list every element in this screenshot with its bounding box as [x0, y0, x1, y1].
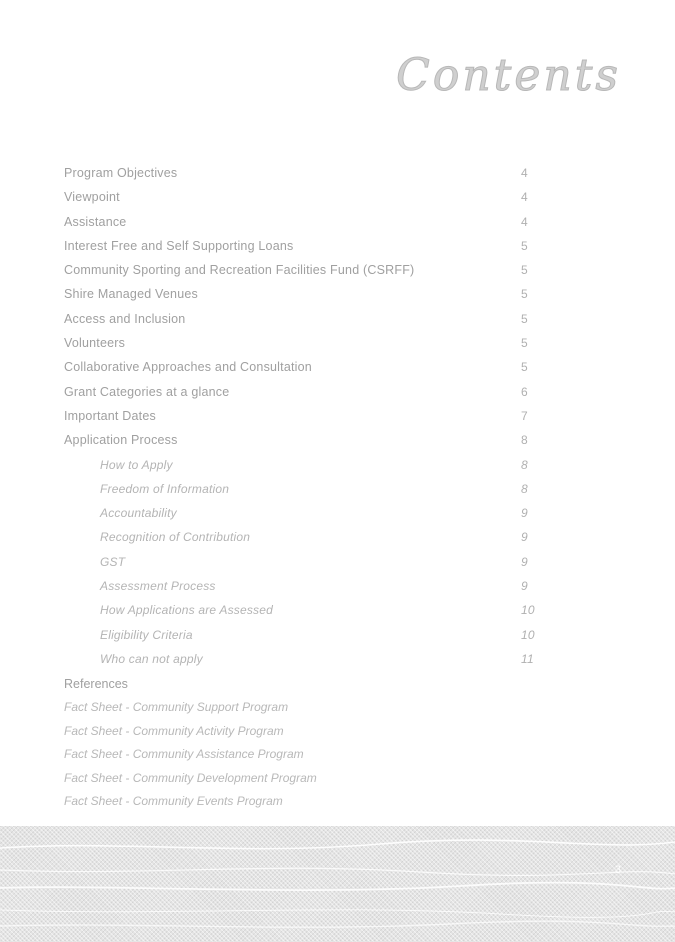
- toc-entry-page: 5: [521, 238, 528, 253]
- toc-entry-label: Interest Free and Self Supporting Loans: [64, 238, 294, 253]
- toc-subentry: [64, 453, 549, 477]
- toc-entry-page: 4: [521, 166, 528, 180]
- toc-entry: [64, 355, 549, 379]
- toc-entry: [64, 404, 549, 428]
- toc-entry-page: 7: [521, 408, 528, 423]
- toc-entry-page: 5: [521, 360, 528, 375]
- toc-entry-label: Freedom of Information: [100, 481, 230, 496]
- toc-entry-label: Important Dates: [64, 408, 156, 423]
- reference-item: Fact Sheet - Community Support Program: [64, 700, 289, 714]
- reference-item: Fact Sheet - Community Events Program: [64, 794, 283, 808]
- toc-entry: [64, 161, 549, 185]
- reference-item: Fact Sheet - Community Activity Program: [64, 723, 284, 738]
- toc-entry-page: 6: [521, 384, 528, 399]
- toc-entry: [64, 210, 549, 234]
- toc-entry-label: Viewpoint: [64, 190, 120, 205]
- toc-entry-label: Eligibility Criteria: [100, 627, 193, 642]
- toc-entry-page: 5: [521, 263, 528, 278]
- toc-entry-page: 4: [521, 214, 528, 229]
- toc-entry-page: 11: [521, 651, 534, 666]
- toc-entry-label: Shire Managed Venues: [64, 287, 198, 302]
- reference-item: Fact Sheet - Community Assistance Program: [64, 747, 304, 761]
- toc-entry-page: 9: [521, 506, 528, 521]
- table-of-contents: [64, 161, 549, 671]
- toc-entry-page: 9: [521, 530, 528, 545]
- toc-entry-label: How Applications are Assessed: [100, 603, 273, 618]
- toc-subentry: [64, 525, 549, 549]
- toc-subentry: [64, 647, 549, 671]
- toc-entry-page: 10: [521, 627, 535, 642]
- toc-entry-label: Program Objectives: [64, 166, 178, 180]
- toc-entry: [64, 428, 549, 452]
- toc-entry-label: Grant Categories at a glance: [64, 384, 230, 399]
- toc-entry-page: 9: [521, 554, 528, 569]
- toc-entry: [64, 307, 549, 331]
- toc-entry-page: 10: [521, 603, 535, 618]
- toc-entry-label: Application Process: [64, 433, 178, 448]
- references-section: [64, 672, 464, 814]
- toc-subentry: [64, 623, 549, 647]
- toc-entry: [64, 258, 549, 282]
- toc-entry-page: 5: [521, 336, 528, 351]
- toc-subentry: [64, 477, 549, 501]
- references-list: [64, 696, 464, 814]
- toc-entry-page: 8: [521, 481, 528, 496]
- toc-entry: [64, 282, 549, 306]
- toc-entry-label: Recognition of Contribution: [100, 530, 251, 545]
- toc-entry: [64, 185, 549, 209]
- footer-wave-lines: [0, 826, 675, 942]
- toc-subentry: [64, 598, 549, 622]
- toc-subentry: [64, 550, 549, 574]
- toc-entry-label: Access and Inclusion: [64, 311, 186, 326]
- toc-entry-label: Community Sporting and Recreation Facilities Fund (CSRFF): [64, 263, 415, 278]
- toc-entry-label: How to Apply: [100, 457, 173, 472]
- toc-entry-page: 4: [521, 190, 528, 205]
- page-number: 3: [614, 864, 621, 876]
- footer-band: [0, 826, 675, 942]
- references-heading: References: [64, 677, 128, 691]
- toc-entry-label: Assessment Process: [100, 579, 216, 594]
- reference-item: Fact Sheet - Community Development Program: [64, 770, 317, 785]
- toc-entry-label: GST: [100, 554, 126, 569]
- toc-entry-page: 9: [521, 579, 528, 594]
- toc-entry-label: Assistance: [64, 214, 127, 229]
- toc-subentry: [64, 574, 549, 598]
- toc-entry-label: Who can not apply: [100, 651, 203, 666]
- toc-entry-label: Accountability: [100, 506, 177, 521]
- toc-entry-page: 8: [521, 457, 528, 472]
- page-title: Contents: [396, 50, 621, 101]
- toc-entry-page: 8: [521, 433, 528, 448]
- toc-entry-label: Volunteers: [64, 336, 126, 351]
- toc-entry-label: Collaborative Approaches and Consultation: [64, 360, 312, 375]
- toc-entry-page: 5: [521, 311, 528, 326]
- toc-entry: [64, 234, 549, 258]
- toc-entry: [64, 380, 549, 404]
- toc-entry: [64, 331, 549, 355]
- toc-subentry: [64, 501, 549, 525]
- toc-entry-page: 5: [521, 287, 528, 302]
